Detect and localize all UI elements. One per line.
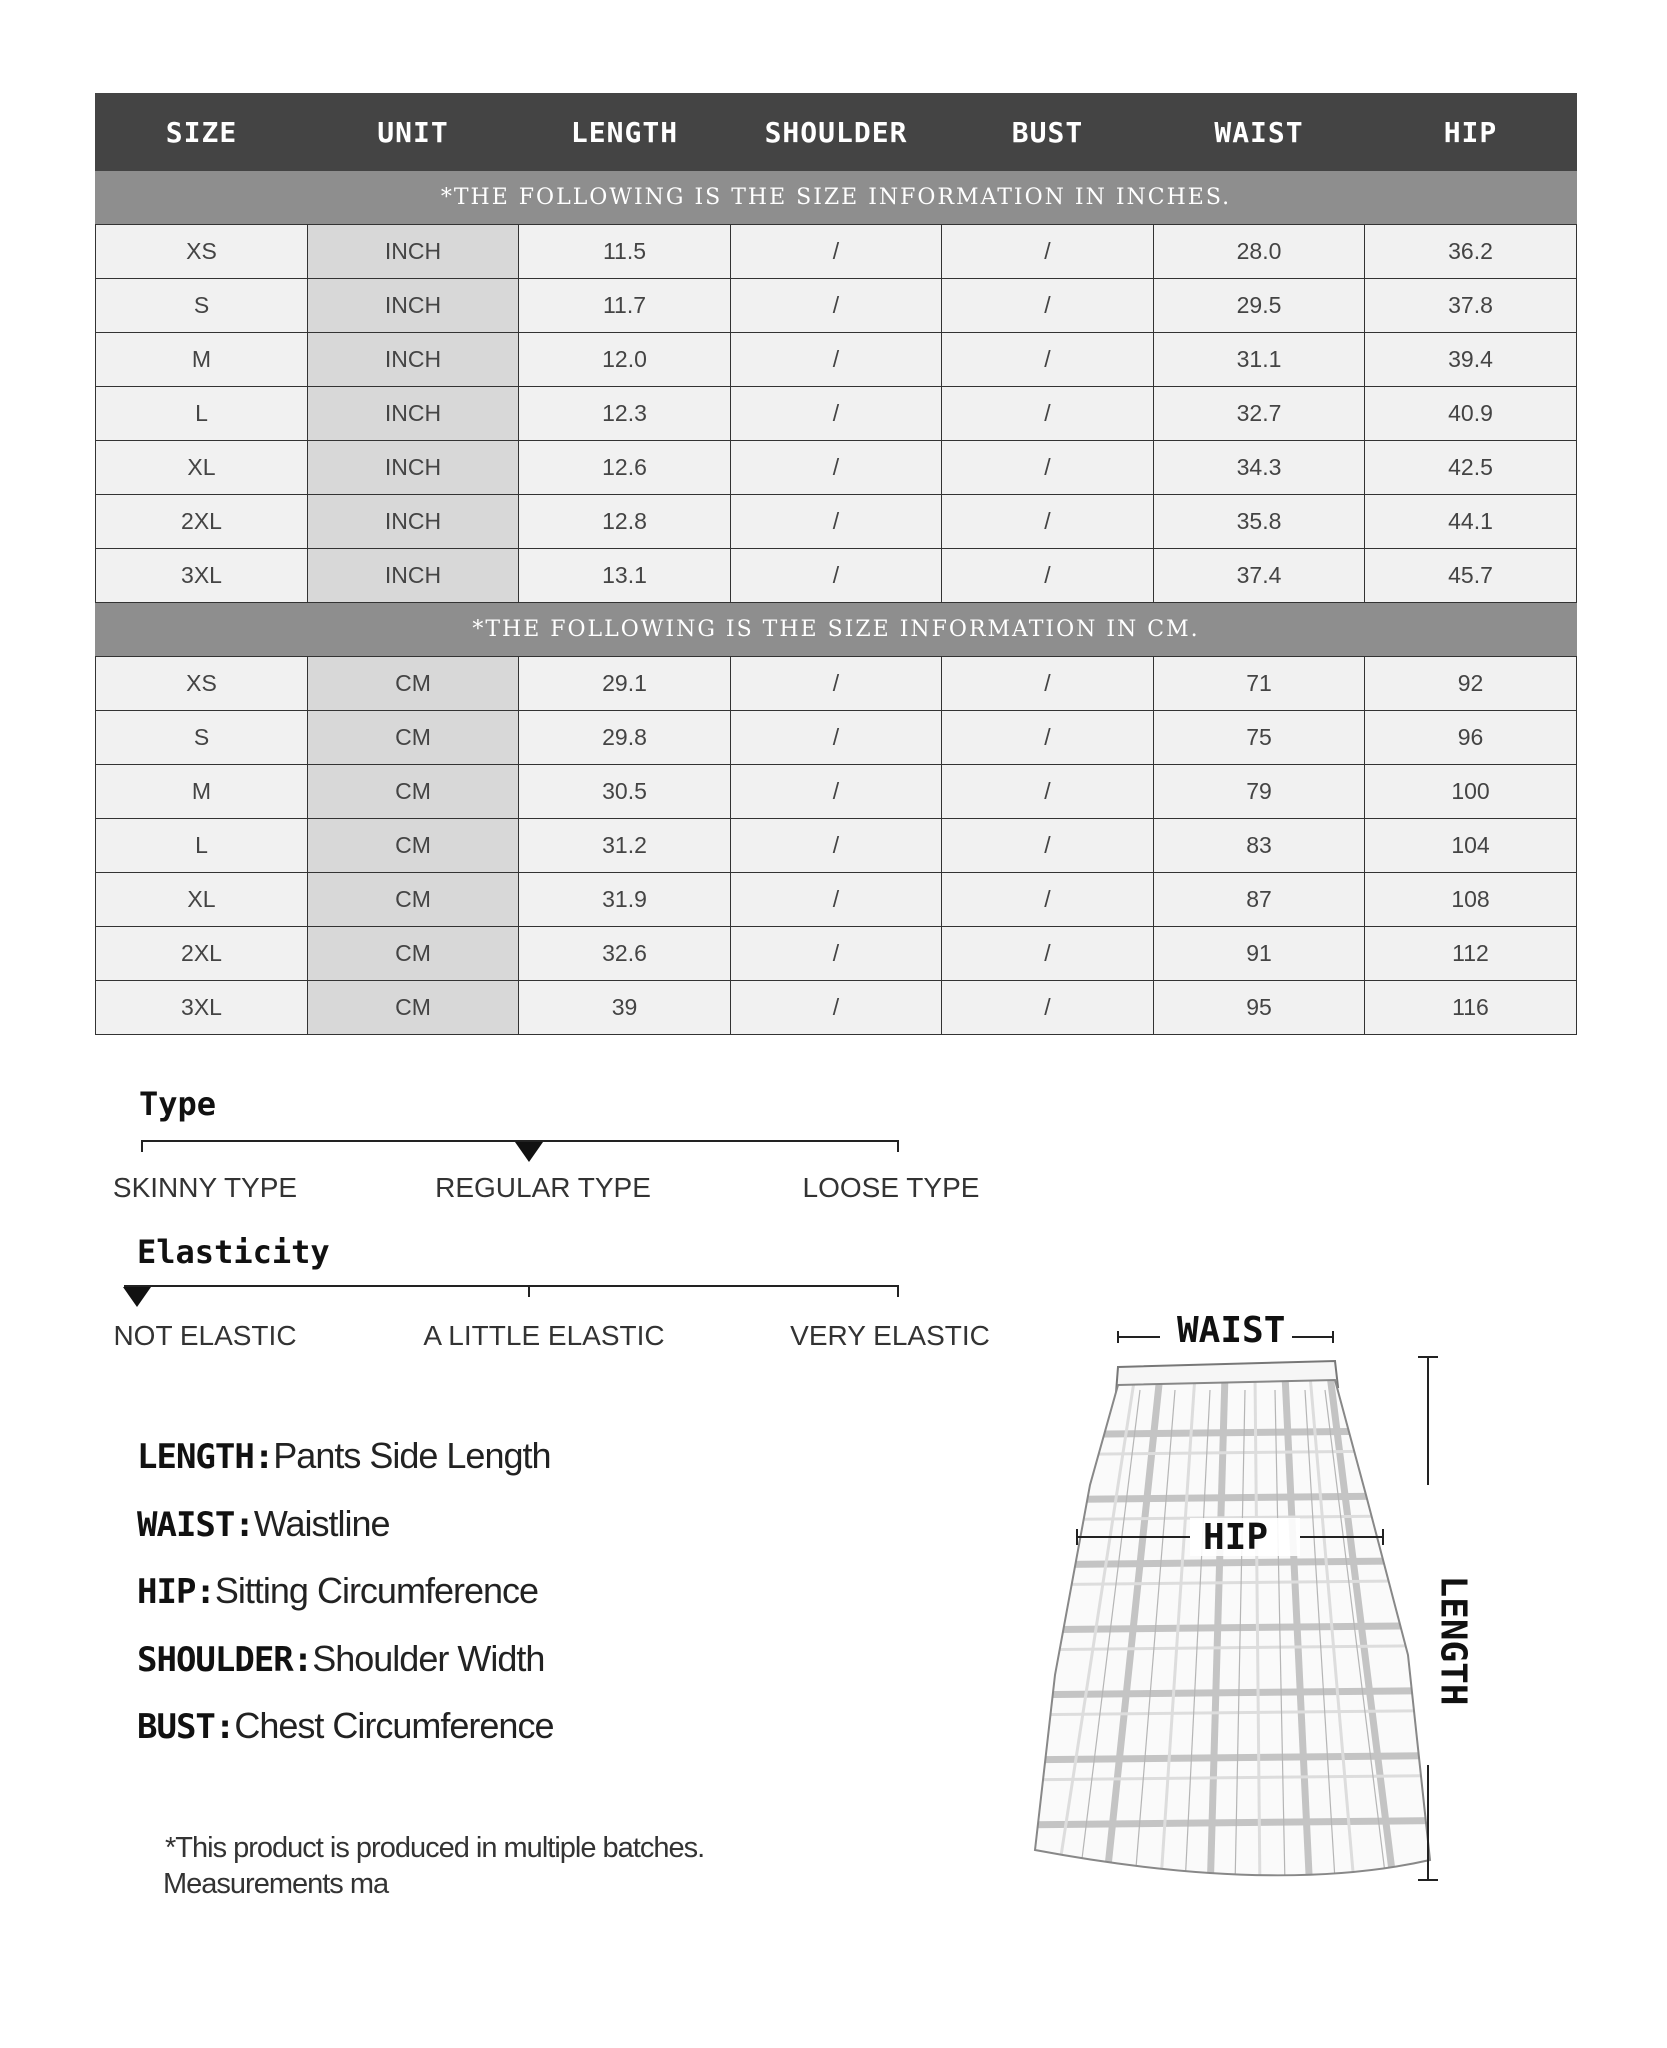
definition-term: HIP:	[137, 1572, 215, 1612]
table-cell: 39.4	[1365, 333, 1577, 387]
table-cell: 37.4	[1154, 549, 1365, 603]
waist-diagram-label: WAIST	[1177, 1310, 1286, 1351]
table-cell: 75	[1154, 711, 1365, 765]
table-header-row	[96, 94, 1577, 171]
elasticity-label-very: VERY ELASTIC	[790, 1320, 990, 1351]
table-cell: 35.8	[1154, 495, 1365, 549]
batch-note-line2: Measurements ma	[163, 1868, 389, 1900]
table-cell: /	[731, 387, 942, 441]
definition-term: BUST:	[137, 1707, 235, 1747]
header-waist: WAIST	[1154, 94, 1365, 171]
elasticity-label-not: NOT ELASTIC	[113, 1320, 297, 1351]
table-cell: S	[96, 279, 308, 333]
table-cell: 42.5	[1365, 441, 1577, 495]
table-cell: /	[942, 981, 1154, 1035]
table-cell: 36.2	[1365, 225, 1577, 279]
definition-text: Waistline	[253, 1503, 390, 1544]
table-row	[96, 549, 1577, 603]
table-cell: 3XL	[96, 549, 308, 603]
table-row	[96, 819, 1577, 873]
table-cell: S	[96, 711, 308, 765]
table-cell: /	[942, 927, 1154, 981]
table-cell: XL	[96, 873, 308, 927]
table-cell: 29.5	[1154, 279, 1365, 333]
table-cell: /	[731, 657, 942, 711]
table-cell: XS	[96, 225, 308, 279]
elasticity-selected-marker-icon	[123, 1287, 151, 1307]
header-bust: BUST	[942, 94, 1154, 171]
section-header-row	[96, 603, 1577, 657]
table-cell: /	[731, 225, 942, 279]
table-cell: CM	[308, 873, 519, 927]
table-row	[96, 981, 1577, 1035]
type-scale-title: Type	[139, 1085, 217, 1123]
elasticity-label-little: A LITTLE ELASTIC	[423, 1320, 665, 1351]
table-cell: 100	[1365, 765, 1577, 819]
type-label-regular: REGULAR TYPE	[435, 1172, 651, 1203]
table-cell: 44.1	[1365, 495, 1577, 549]
table-cell: INCH	[308, 333, 519, 387]
definition-text: Chest Circumference	[234, 1705, 554, 1746]
table-cell: /	[731, 279, 942, 333]
elasticity-scale-line	[124, 1285, 899, 1287]
definition-length	[137, 1435, 551, 1477]
type-label-loose: LOOSE TYPE	[802, 1172, 980, 1203]
table-cell: 31.9	[519, 873, 731, 927]
table-cell: 30.5	[519, 765, 731, 819]
table-row	[96, 279, 1577, 333]
table-cell: /	[942, 225, 1154, 279]
definition-text: Sitting Circumference	[214, 1570, 539, 1611]
table-cell: 13.1	[519, 549, 731, 603]
definition-text: Shoulder Width	[312, 1638, 545, 1679]
skirt-measurement-diagram	[1010, 1295, 1490, 1895]
table-cell: 32.6	[519, 927, 731, 981]
table-cell: 2XL	[96, 495, 308, 549]
header-unit: UNIT	[308, 94, 519, 171]
header-hip: HIP	[1365, 94, 1577, 171]
definition-text: Pants Side Length	[273, 1435, 551, 1476]
table-cell: 34.3	[1154, 441, 1365, 495]
table-cell: M	[96, 333, 308, 387]
table-cell: INCH	[308, 441, 519, 495]
table-row	[96, 927, 1577, 981]
type-label-skinny: SKINNY TYPE	[112, 1172, 298, 1203]
table-cell: INCH	[308, 549, 519, 603]
length-diagram-label: LENGTH	[1432, 1575, 1474, 1706]
section-title: *THE FOLLOWING IS THE SIZE INFORMATION IN CM.	[96, 603, 1577, 657]
definition-term: SHOULDER:	[137, 1640, 313, 1680]
table-cell: L	[96, 819, 308, 873]
table-cell: 45.7	[1365, 549, 1577, 603]
batch-note	[165, 1830, 845, 1902]
table-cell: M	[96, 765, 308, 819]
type-scale-tick-right	[897, 1140, 899, 1152]
table-cell: /	[731, 711, 942, 765]
table-body	[96, 171, 1577, 1035]
table-row	[96, 495, 1577, 549]
size-chart-table	[95, 93, 1577, 1035]
table-cell: /	[731, 927, 942, 981]
table-cell: /	[942, 765, 1154, 819]
table-cell: 12.6	[519, 441, 731, 495]
table-cell: 28.0	[1154, 225, 1365, 279]
batch-note-line1: *This product is produced in multiple batches.	[165, 1832, 705, 1864]
table-row	[96, 711, 1577, 765]
table-cell: /	[942, 657, 1154, 711]
table-cell: 92	[1365, 657, 1577, 711]
type-selected-marker-icon	[515, 1142, 543, 1162]
table-cell: /	[731, 441, 942, 495]
table-cell: INCH	[308, 495, 519, 549]
table-cell: /	[942, 495, 1154, 549]
table-cell: 87	[1154, 873, 1365, 927]
table-cell: 96	[1365, 711, 1577, 765]
table-cell: 29.1	[519, 657, 731, 711]
table-cell: 11.5	[519, 225, 731, 279]
table-cell: 37.8	[1365, 279, 1577, 333]
table-cell: 83	[1154, 819, 1365, 873]
header-length: LENGTH	[519, 94, 731, 171]
table-cell: INCH	[308, 279, 519, 333]
table-cell: 108	[1365, 873, 1577, 927]
table-cell: 12.0	[519, 333, 731, 387]
table-cell: CM	[308, 711, 519, 765]
table-cell: /	[942, 279, 1154, 333]
table-row	[96, 441, 1577, 495]
definition-shoulder	[137, 1638, 544, 1680]
skirt-illustration	[1010, 1295, 1490, 1895]
definition-term: LENGTH:	[137, 1437, 274, 1477]
plaid-pattern	[1010, 1375, 1490, 1895]
table-cell: 3XL	[96, 981, 308, 1035]
table-cell: 12.3	[519, 387, 731, 441]
elasticity-scale-tick-right	[897, 1285, 899, 1297]
table-cell: 31.1	[1154, 333, 1365, 387]
definition-bust	[137, 1705, 553, 1747]
table-cell: /	[731, 549, 942, 603]
table-cell: /	[942, 711, 1154, 765]
elasticity-scale-title: Elasticity	[137, 1233, 330, 1271]
table-cell: 39	[519, 981, 731, 1035]
table-cell: 71	[1154, 657, 1365, 711]
table-cell: /	[942, 819, 1154, 873]
table-cell: CM	[308, 657, 519, 711]
table-cell: 29.8	[519, 711, 731, 765]
table-cell: 104	[1365, 819, 1577, 873]
definition-hip	[137, 1570, 538, 1612]
table-cell: 95	[1154, 981, 1365, 1035]
table-cell: 40.9	[1365, 387, 1577, 441]
table-cell: 2XL	[96, 927, 308, 981]
table-cell: /	[942, 387, 1154, 441]
header-size: SIZE	[96, 94, 308, 171]
header-shoulder: SHOULDER	[731, 94, 942, 171]
table-cell: /	[731, 873, 942, 927]
table-cell: /	[942, 873, 1154, 927]
table-cell: CM	[308, 765, 519, 819]
table-cell: 79	[1154, 765, 1365, 819]
table-cell: 112	[1365, 927, 1577, 981]
table-cell: /	[731, 333, 942, 387]
table-cell: CM	[308, 981, 519, 1035]
section-header-row	[96, 171, 1577, 225]
table-cell: /	[942, 441, 1154, 495]
table-cell: 12.8	[519, 495, 731, 549]
section-title: *THE FOLLOWING IS THE SIZE INFORMATION IN INCHES.	[96, 171, 1577, 225]
definition-waist	[137, 1503, 390, 1545]
table-cell: /	[731, 819, 942, 873]
table-cell: /	[731, 495, 942, 549]
table-cell: 32.7	[1154, 387, 1365, 441]
table-cell: INCH	[308, 387, 519, 441]
table-cell: 116	[1365, 981, 1577, 1035]
table-cell: CM	[308, 927, 519, 981]
definition-term: WAIST:	[137, 1505, 254, 1545]
table-row	[96, 387, 1577, 441]
table-cell: /	[731, 765, 942, 819]
table-cell: CM	[308, 819, 519, 873]
table-row	[96, 225, 1577, 279]
table-row	[96, 657, 1577, 711]
table-row	[96, 333, 1577, 387]
table-cell: XS	[96, 657, 308, 711]
table-cell: /	[942, 549, 1154, 603]
table-row	[96, 873, 1577, 927]
table-cell: XL	[96, 441, 308, 495]
table-cell: 91	[1154, 927, 1365, 981]
table-cell: 31.2	[519, 819, 731, 873]
hip-diagram-label: HIP	[1203, 1517, 1269, 1558]
type-scale-tick-left	[141, 1140, 143, 1152]
elasticity-scale-tick-mid	[528, 1285, 530, 1297]
table-cell: INCH	[308, 225, 519, 279]
table-cell: /	[942, 333, 1154, 387]
table-cell: /	[731, 981, 942, 1035]
table-cell: 11.7	[519, 279, 731, 333]
table-row	[96, 765, 1577, 819]
table-cell: L	[96, 387, 308, 441]
